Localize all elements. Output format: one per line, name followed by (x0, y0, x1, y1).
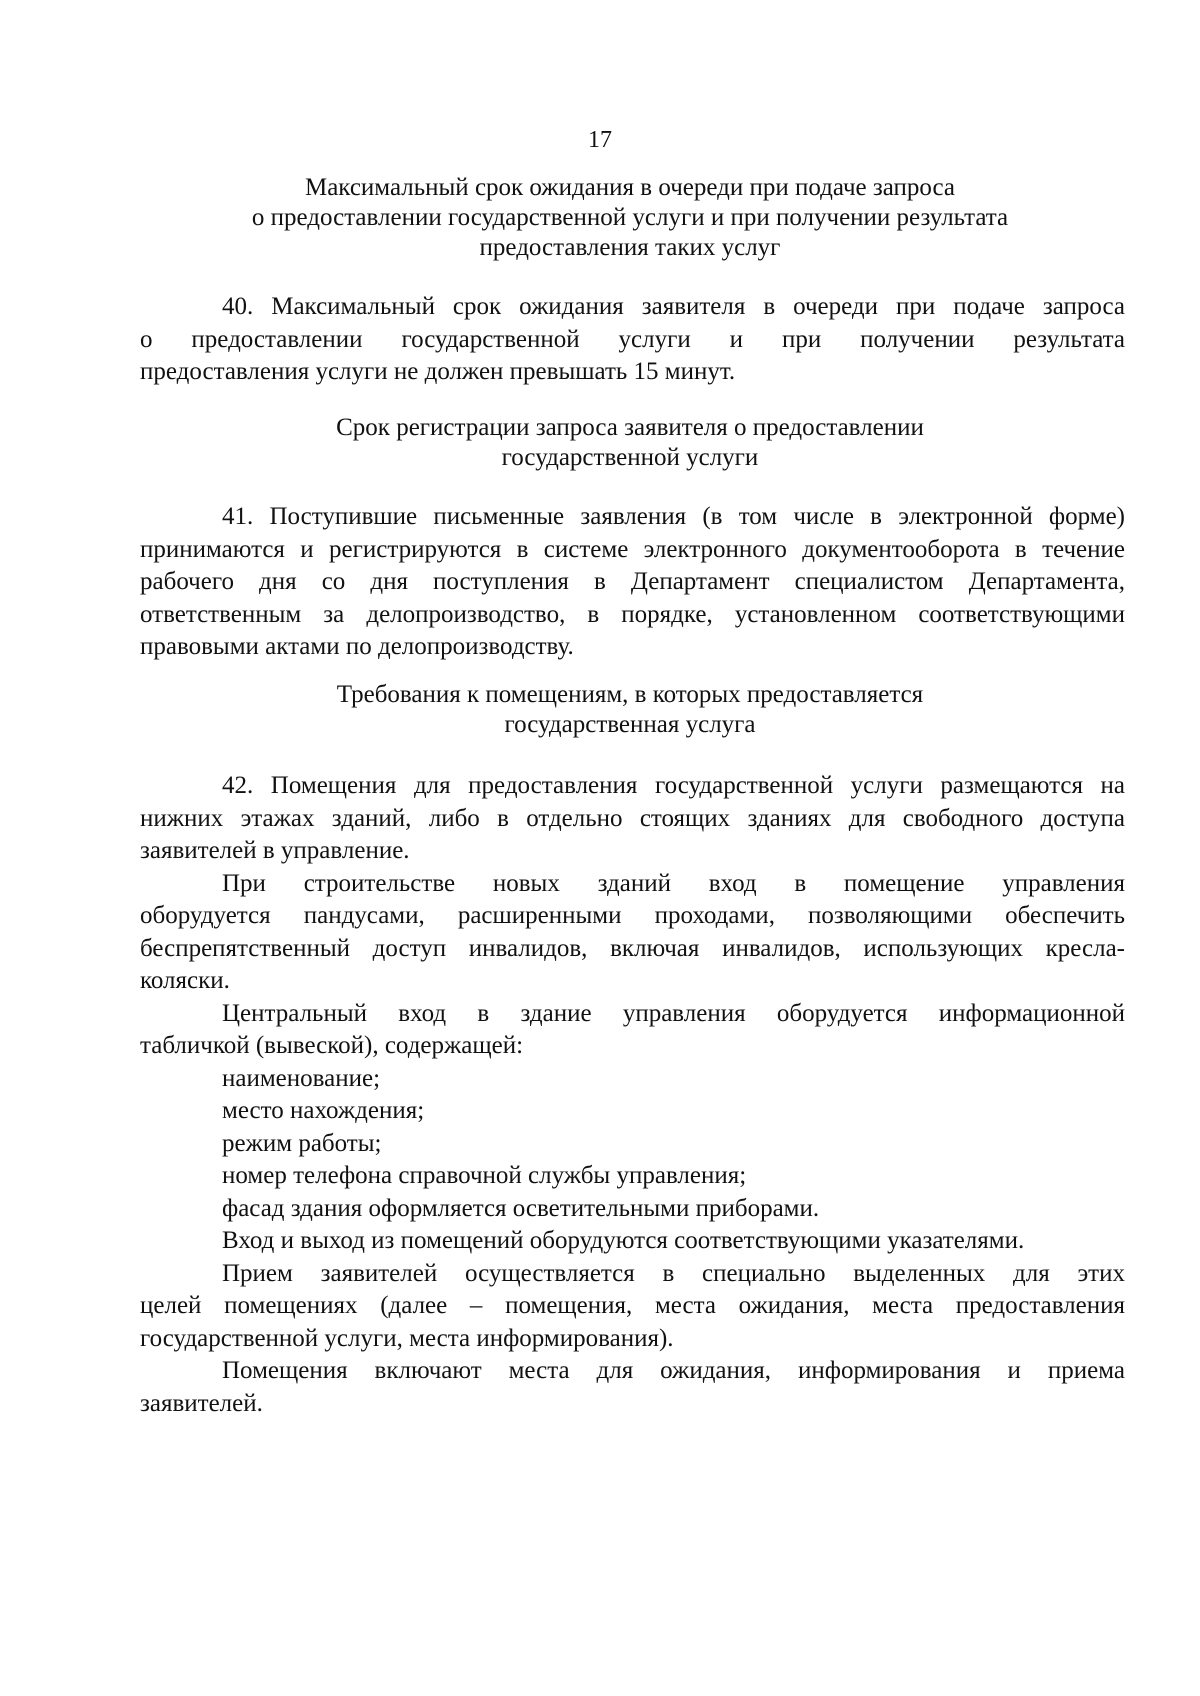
paragraph-line: предоставления услуги не должен превышать 15 минут. (140, 358, 736, 385)
paragraph-line: табличкой (вывеской), содержащей: (140, 1032, 524, 1059)
list-item: номер телефона справочной службы управления; (222, 1162, 747, 1189)
paragraph-line: заявителей в управление. (140, 837, 410, 864)
list-item: место нахождения; (222, 1097, 425, 1124)
paragraph-line: беспрепятственный доступ инвалидов, включая инвалидов, использующих кресла- (140, 934, 1125, 962)
paragraph-line: государственной услуги, места информирования). (140, 1324, 674, 1352)
paragraph-line: Центральный вход в здание управления оборудуется информационной (222, 999, 1125, 1027)
section-heading-premises-requirements (130, 680, 1130, 740)
paragraph-40 (140, 291, 1125, 389)
paragraph-42 (140, 770, 1125, 1420)
heading-line: государственной услуги (501, 444, 759, 471)
list-item: фасад здания оформляется осветительными приборами. (222, 1194, 820, 1222)
paragraph-line: При строительстве новых зданий вход в помещение управления (222, 869, 1125, 897)
paragraph-line: 42. Помещения для предоставления государственной услуги размещаются на (222, 772, 1125, 799)
paragraph-line: оборудуется пандусами, расширенными проходами, позволяющими обеспечить (140, 902, 1125, 929)
list-item: режим работы; (222, 1129, 382, 1157)
paragraph-line: заявителей. (140, 1389, 263, 1417)
paragraph-line: рабочего дня со дня поступления в Департамент специалистом Департамента, (140, 568, 1125, 595)
heading-line: Требования к помещениям, в которых предоставляется (336, 681, 924, 708)
paragraph-line: целей помещениях (далее – помещения, места ожидания, места предоставления (140, 1292, 1125, 1319)
paragraph-line: принимаются и регистрируются в системе электронного документооборота в течение (140, 535, 1125, 563)
paragraph-line: Вход и выход из помещений оборудуются соответствующими указателями. (222, 1227, 1025, 1254)
list-item: наименование; (222, 1064, 381, 1092)
page-number: 17 (588, 127, 612, 153)
heading-line: государственная услуга (504, 711, 756, 738)
paragraph-line: Прием заявителей осуществляется в специально выделенных для этих (222, 1259, 1125, 1287)
heading-line: о предоставлении государственной услуги и при получении результата (251, 204, 1009, 231)
paragraph-line: коляски. (140, 967, 230, 994)
paragraph-line: ответственным за делопроизводство, в порядке, установленном соответствующими (140, 600, 1125, 628)
heading-line: Срок регистрации запроса заявителя о предоставлении (336, 414, 924, 441)
paragraph-line: 41. Поступившие письменные заявления (в том числе в электронной форме) (222, 503, 1125, 530)
section-heading-registration-time (130, 413, 1130, 473)
heading-line: предоставления таких услуг (479, 234, 781, 261)
paragraph-line: о предоставлении государственной услуги и при получении результата (140, 325, 1125, 353)
paragraph-line: 40. Максимальный срок ожидания заявителя в очереди при подаче запроса (222, 293, 1125, 320)
paragraph-line: нижних этажах зданий, либо в отдельно стоящих зданиях для свободного доступа (140, 804, 1125, 832)
heading-line: Максимальный срок ожидания в очереди при подаче запроса (304, 174, 956, 201)
paragraph-line: Помещения включают места для ожидания, информирования и приема (222, 1357, 1125, 1384)
paragraph-41 (140, 501, 1125, 664)
section-heading-queue-time (130, 173, 1130, 263)
paragraph-line: правовыми актами по делопроизводству. (140, 633, 574, 660)
